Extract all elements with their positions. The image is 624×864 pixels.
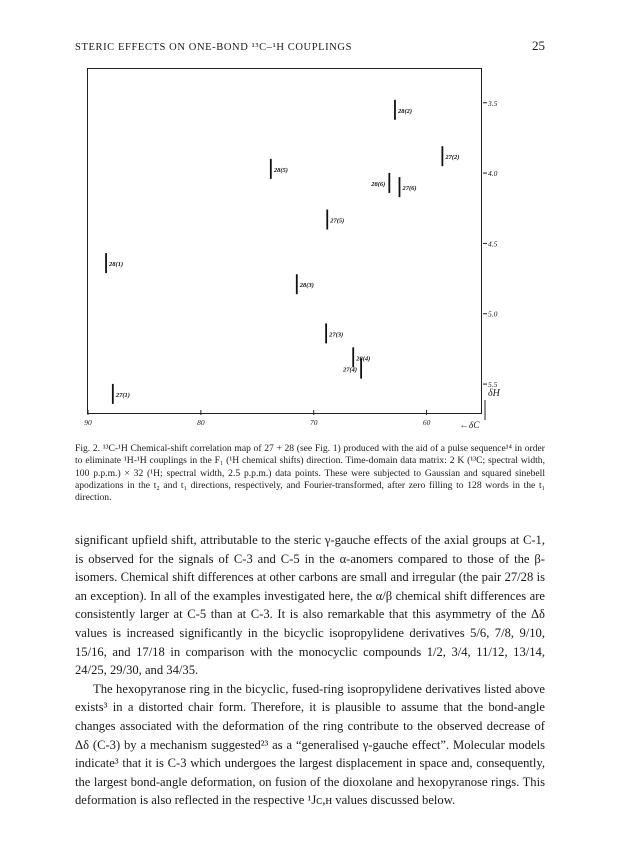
cross-peak-label: 28(1) bbox=[109, 261, 124, 269]
y-tick-label: 5.5 bbox=[488, 380, 498, 390]
x-tick-label: 90 bbox=[84, 418, 92, 427]
y-tick-label: 4.5 bbox=[488, 239, 498, 249]
cross-peak-label: 27(3) bbox=[329, 331, 344, 339]
cross-peak-label: 27(2) bbox=[445, 154, 460, 162]
correlation-map bbox=[84, 69, 500, 431]
x-axis-label: ←δC bbox=[459, 421, 480, 431]
cross-peak-label: 27(6) bbox=[402, 185, 417, 193]
y-tick-label: 5.0 bbox=[488, 309, 498, 319]
cross-peak-label: 27(5) bbox=[330, 217, 345, 225]
cross-peak-label: 27(4) bbox=[343, 366, 358, 374]
y-axis-label: δH bbox=[488, 388, 500, 399]
page-number: 25 bbox=[532, 38, 545, 53]
cross-peak-label: 27(1) bbox=[115, 391, 130, 399]
running-title: STERIC EFFECTS ON ONE-BOND ¹³C–¹H COUPLINGS bbox=[75, 42, 353, 53]
body-text bbox=[75, 531, 545, 810]
cross-peak-label: 28(6) bbox=[371, 180, 386, 188]
figure-frame bbox=[84, 68, 500, 431]
cross-peak-label: 28(3) bbox=[299, 282, 314, 290]
cross-peak-label: 28(5) bbox=[273, 166, 288, 174]
cross-peak-label: 28(4) bbox=[356, 355, 371, 363]
y-tick-label: 4.0 bbox=[488, 169, 498, 179]
paragraph-2: The hexopyranose ring in the bicyclic, fused-ring isopropylidene derivatives listed above exists³ in a distorted chair form. Therefore, it is plausible to assume that the bond-angle changes associated with the deformation of the ring contribute to the observed decrease of Δδ (C-3) by a mechanism suggested²³ as a “generalised γ-gauche effect”. Molecular models indicate³ that it is C-3 which undergoes the largest displacement in space and, consequently, the largest bond-angle deformation, on fusion of the dioxolane and hexopyranose rings. This deformation is also reflected in the respective ¹Jᴄ,ʜ values discussed below. bbox=[75, 681, 545, 808]
running-head bbox=[75, 38, 545, 54]
x-tick-label: 80 bbox=[197, 418, 205, 427]
x-tick-label: 60 bbox=[422, 418, 431, 427]
y-tick-label: 3.5 bbox=[488, 98, 498, 108]
cross-peak-label: 28(2) bbox=[397, 107, 413, 115]
figure-caption: Fig. 2. ¹³C-¹H Chemical-shift correlation map of 27 + 28 (see Fig. 1) produced with the aid of a pulse sequence¹⁴ in order to eliminate ¹H-¹H couplings in the F₁ (¹H chemical shifts) direction. Time-domain data matrix: 2 K (¹³C; spectral width, 100 p.p.m.) × 32 (¹H; spectral width, 2.5 p.p.m.) data points. These were subjected to Gaussian and squared sinebell apodizations in the t₂ and t₁ directions, respectively, and Fourier-transformed, after zero filling to 128 words in the t₁ direction. bbox=[75, 443, 545, 504]
x-tick-label: 70 bbox=[309, 418, 318, 427]
paragraph-1: significant upfield shift, attributable to the steric γ-gauche effects of the axial groups at C-1, is observed for the signals of C-3 and C-5 in the α-anomers compared to those of the β-isomers. Chemical shift differences at other carbons are small and irregular (the pair 27/28 is an exception). In all of the examples investigated here, the α/β chemical shift differences are consistently larger at C-5 than at C-3. It is also remarkable that this asymmetry of the Δδ values is increased significantly in the bicyclic isopropylidene derivatives 5/6, 7/8, 9/10, 15/16, and 17/18 in comparison with the monocyclic compounds 1/2, 3/4, 11/12, 13/14, 24/25, 29/30, and 34/35. bbox=[75, 533, 545, 678]
